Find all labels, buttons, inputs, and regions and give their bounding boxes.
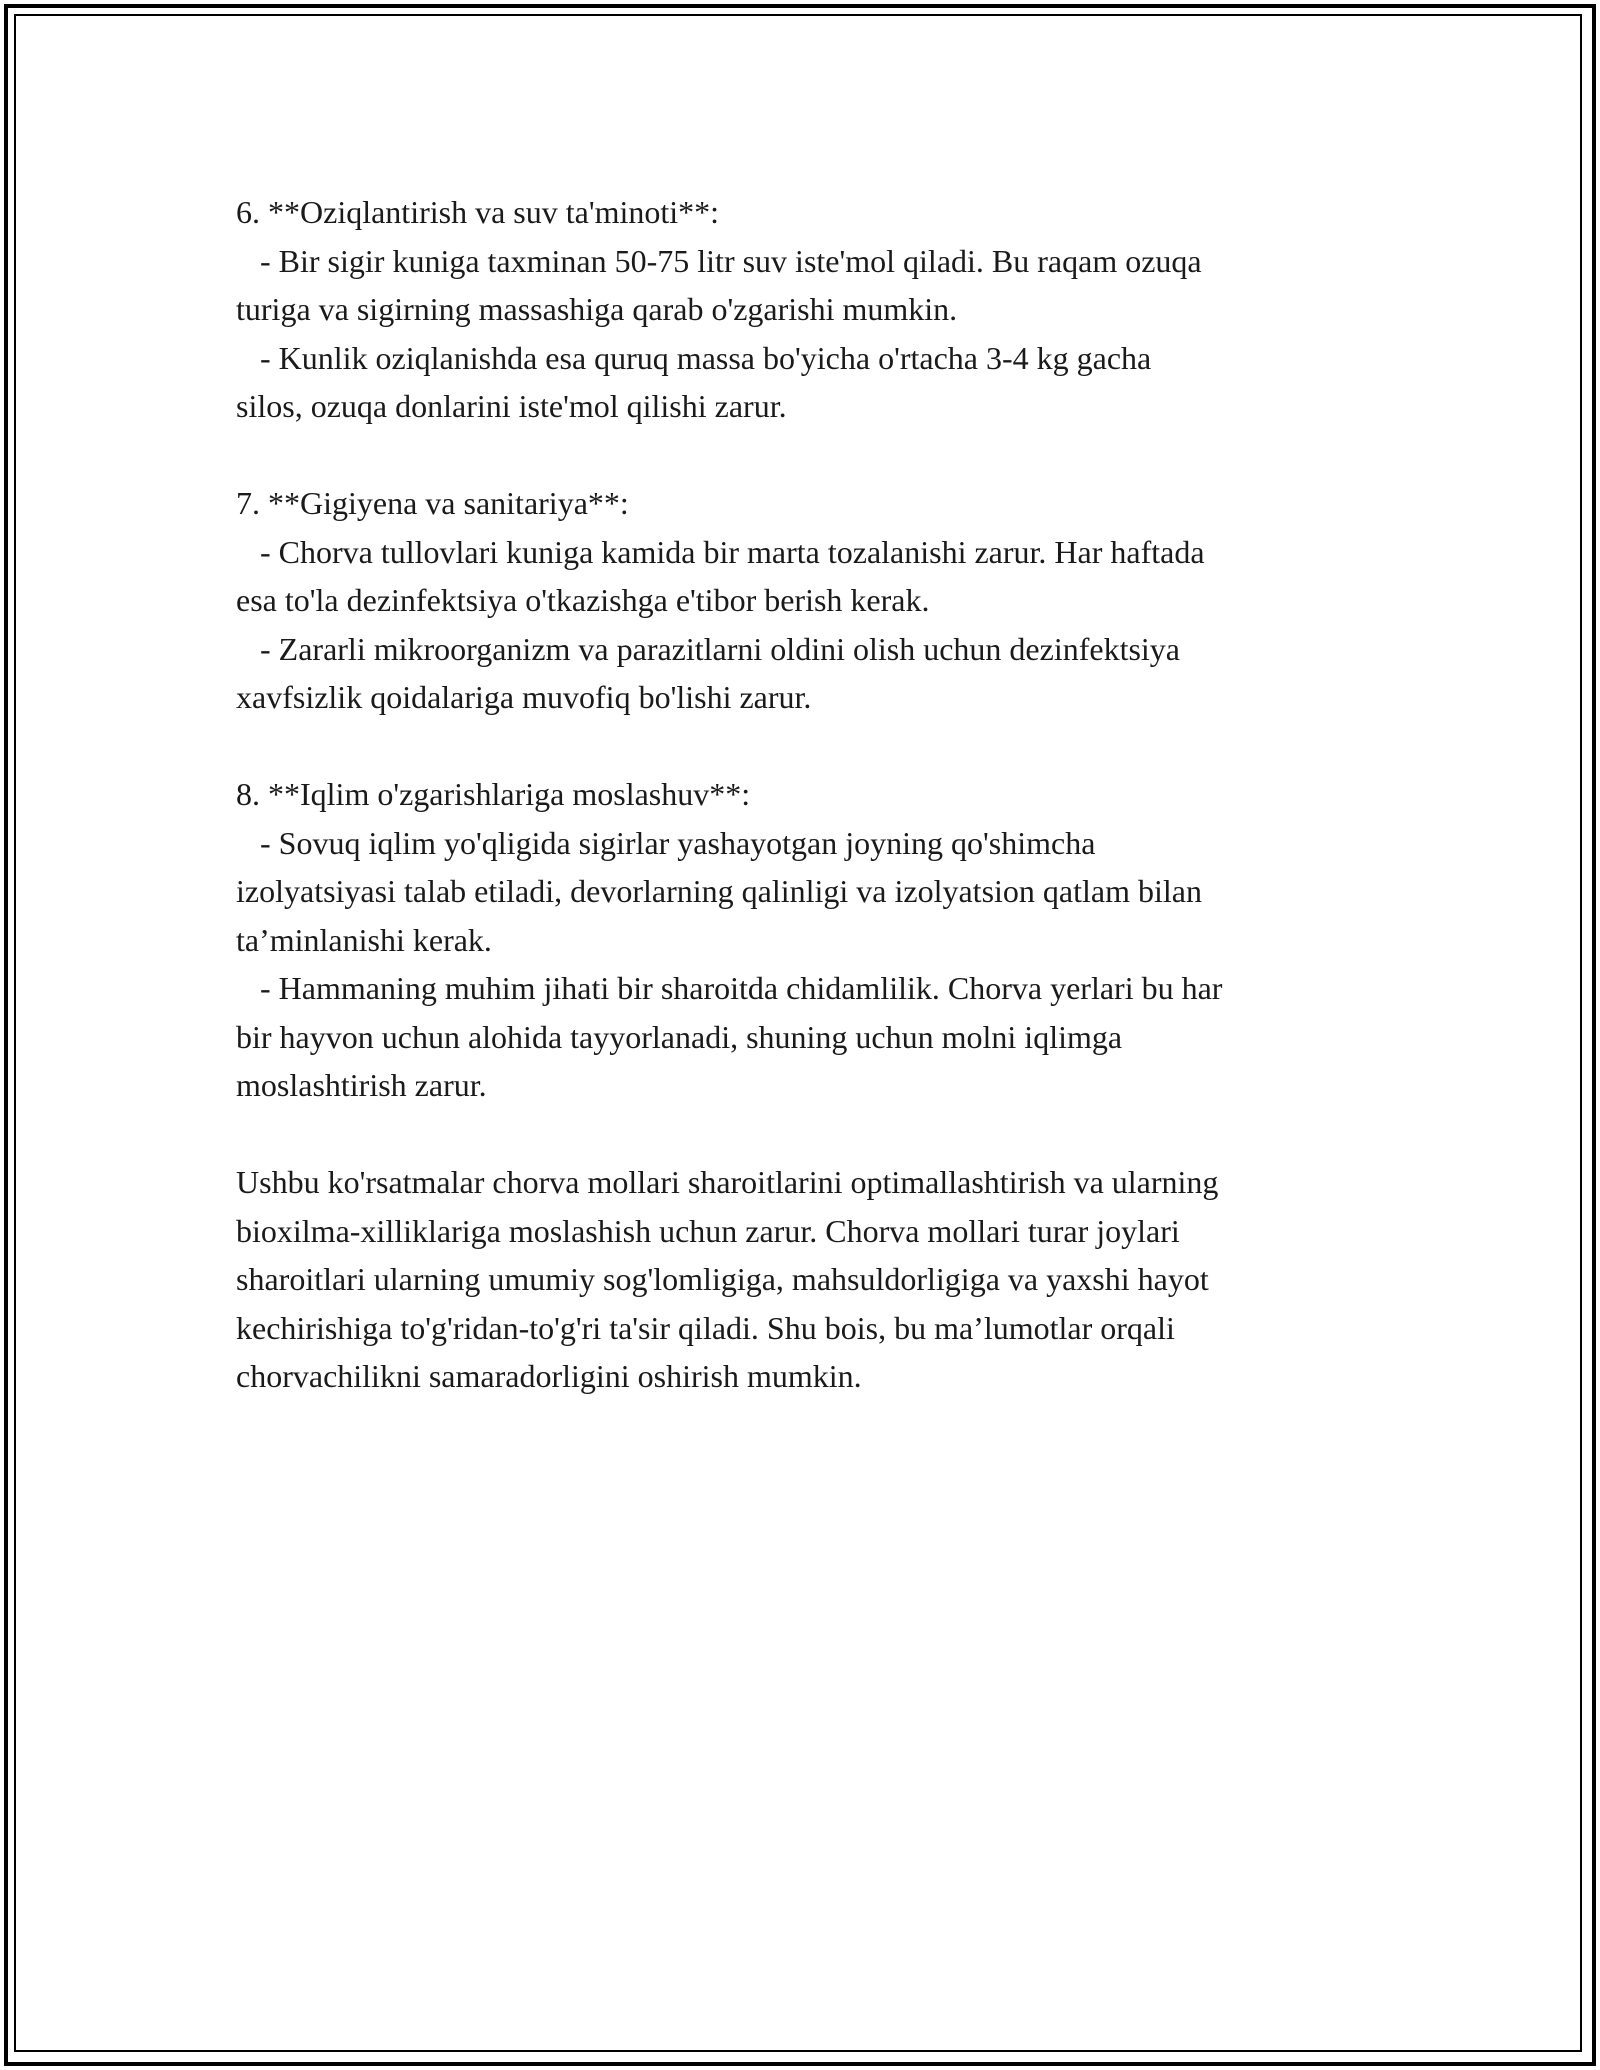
text-line: chorvachilikni samaradorligini oshirish mumkin. bbox=[236, 1358, 862, 1394]
text-line: bir hayvon uchun alohida tayyorlanadi, shuning uchun molni iqlimga bbox=[236, 1018, 1123, 1055]
text-line: xavfsizlik qoidalariga muvofiq bo'lishi zarur. bbox=[236, 679, 812, 715]
text-line: - Hammaning muhim jihati bir sharoitda chidamlilik. Chorva yerlari bu har bbox=[236, 970, 1223, 1006]
text-line: - Kunlik oziqlanishda esa quruq massa bo'yicha o'rtacha 3-4 kg gacha bbox=[236, 339, 1152, 376]
text-line: turiga va sigirning massashiga qarab o'zgarishi mumkin. bbox=[236, 291, 958, 327]
section-hygiene-sanitation bbox=[236, 479, 1396, 722]
section-climate-adaptation bbox=[236, 770, 1396, 1110]
text-line: izolyatsiyasi talab etiladi, devorlarning qalinligi va izolyatsion qatlam bilan bbox=[236, 873, 1202, 909]
text-line: - Bir sigir kuniga taxminan 50-75 litr suv iste'mol qiladi. Bu raqam ozuqa bbox=[236, 242, 1202, 279]
text-line: Ushbu ko'rsatmalar chorva mollari sharoitlarini optimallashtirish va ularning bbox=[236, 1164, 1219, 1200]
section-feeding-water bbox=[236, 188, 1396, 431]
text-line: sharoitlari ularning umumiy sog'lomligiga, mahsuldorligiga va yaxshi hayot bbox=[236, 1261, 1209, 1297]
section-heading: 6. **Oziqlantirish va suv ta'minoti**: bbox=[236, 194, 720, 230]
text-line: bioxilma-xilliklariga moslashish uchun zarur. Chorva mollari turar joylari bbox=[236, 1212, 1180, 1249]
text-line: ta’minlanishi kerak. bbox=[236, 921, 492, 958]
text-line: silos, ozuqa donlarini iste'mol qilishi zarur. bbox=[236, 388, 787, 424]
text-line: kechirishiga to'g'ridan-to'g'ri ta'sir qiladi. Shu bois, bu ma’lumotlar orqali bbox=[236, 1309, 1175, 1346]
text-line: - Sovuq iqlim yo'qligida sigirlar yashayotgan joyning qo'shimcha bbox=[236, 824, 1096, 861]
text-line: - Zararli mikroorganizm va parazitlarni oldini olish uchun dezinfektsiya bbox=[236, 630, 1180, 667]
document-body bbox=[236, 188, 1396, 1449]
conclusion-paragraph bbox=[236, 1158, 1396, 1401]
section-heading: 7. **Gigiyena va sanitariya**: bbox=[236, 485, 629, 521]
text-line: esa to'la dezinfektsiya o'tkazishga e'tibor berish kerak. bbox=[236, 582, 930, 618]
section-heading: 8. **Iqlim o'zgarishlariga moslashuv**: bbox=[236, 776, 751, 812]
text-line: moslashtirish zarur. bbox=[236, 1067, 487, 1103]
text-line: - Chorva tullovlari kuniga kamida bir marta tozalanishi zarur. Har haftada bbox=[236, 533, 1205, 570]
